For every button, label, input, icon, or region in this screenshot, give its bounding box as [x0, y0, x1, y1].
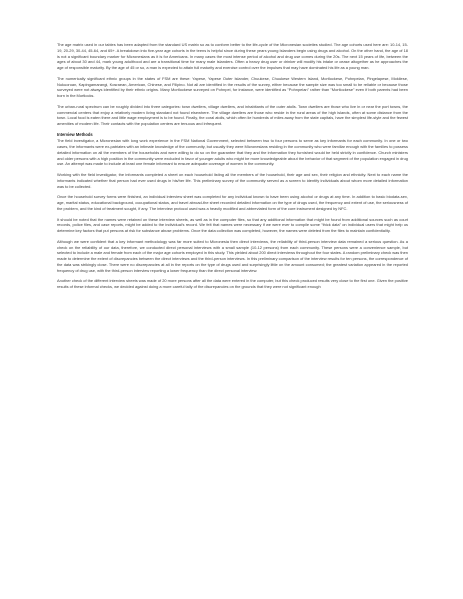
paragraph-names-retained: It should be noted that the names were retained on these interview sheets, as well as in the computer files, so that any additional information that might be found from additional sources such as court records, police files, and case reports, might be added to the individual's record. We felt that names were necessary if we were ever to compile some "thick data" on individual users that might help us determine key factors that put persons at risk for substance abuse problems. Once the data collection was completed, however, the names were deleted from the files to maintain confidentiality.: [57, 216, 408, 234]
paragraph-urban-rural: The urban-rural spectrum can be roughly divided into three categories: town dwellers, village dwellers, and inhabitants of the outer atolls. Town dwellers are those who live in or near the port towns, the commercial centers that enjoy a relatively modern living standard not found elsewhere. The village dwellers are those who reside in the rural areas of the high islands, often at some distance from the town. Local food is eaten there and little wage employment is to be found. Finally, the coral atolls, which often lie hundreds of miles away from the state capitals, have the simplest life-style and the fewest amenities of modern life. Their contacts with the population centers are tenuous and infrequent.: [57, 103, 408, 126]
paragraph-another-check: Another check of the different interview sheets was made of 20 more persons after all the data were entered in the computer, but this check produced results very close to the first one. Given the positive results of these informal checks, we decided against doing a more careful tally of the discrepancies on the grounds that they were not significant enough: [57, 278, 408, 290]
paragraph-ethnic-groups: The numerically significant ethnic groups in the states of FSM are these: Yapese, Yapese Outer Islander, Chuukese, Chuukese Western Island, Mortlockese, Pohnpeian, Pingelapese, Mokilese, Nukuoroan, Kapingamarangi, Kosraean, American, Chinese, and Filipino. Not all are identified in the results of the survey, either because the sample size was too small to be reliable or because those surveyed were not always identified by their ethnic origins. Many Mortlockese surveyed on Pohnpei, for instance, were identified as "Pohnpeian" rather than "Mortlockese" even if both parents had been born in the Mortlocks.: [57, 75, 408, 98]
document-page: [57, 42, 408, 295]
paragraph-household-sheet: Working with the field investigator, the informants completed a sheet on each household listing all the members of the household, their age and sex, their religion and ethnicity. Next to each name the informants indicated whether that person had ever used drugs in his/her life. This preliminary survey of the community served as a screen to identify individuals about whom more detailed information was to be collected.: [57, 172, 408, 189]
paragraph-field-investigator: The field investigator, a Micronesian with long work experience in the FSM National Government, selected between two to four persons to serve as key informants for each community. In one or two cases, the informants were ex-patriates with an intimate knowledge of the community, but usually they were Micronesians residing in the community who were familiar enough with the families to possess detailed information on all the members of the households and were willing to do so on the guarantee that they and the information they furnished would be held strictly in confidence. Church ministers and older persons with a high position in the community were excluded in favor of younger adults who might be more knowledgeable about the behavior of that segment of the population engaged in drug use. An attempt was made to include at least one female informant to ensure adequate coverage of women in the community.: [57, 138, 408, 167]
paragraph-reliability-check: Although we were confident that a key informant methodology was far more suited to Micronesia then direct interviews, the reliability of third-person interview data remained a serious question. As a check on the reliability of our data, therefore, we conducted direct personal interviews with a small sample (10-12 persons) from each community. These persons were a convenience sample, but selected to include a male and female from each of the major age cohorts employed in this study. This yielded about 200 direct interviews throughout the four states. A random preliminary check was then made to determine the extent of discrepancies between the direct interviews and the third-person interviews. In this preliminary comparison of the interview results for ten persons, the correspondence of the data was strikingly close. There were no discrepancies at all in the reports on the type of drugs used and surprisingly little on the amount consumed; the greatest variation appeared in the reported frequency of drug use, with the third-person interview reporting a lower frequency than the direct personal interview.: [57, 238, 408, 273]
paragraph-age-matrix: The age matrix used in our tables has been adapted from the standard US matrix so as to conform better to the life-cycle of the Micronesian societies studied. The age cohorts used here are: 10-14, 15-19, 20-29, 30-44, 45-64, and 65+. A breakdown into five-year age cohorts in the teens is helpful since during these years young Islanders begin using drugs and alcohol. On the other hand, the age of 18 is not a significant boundary marker for Micronesians as it is for Americans. In many cases the most intense period of alcohol and drug use comes during the 20s. The next 15 years of life, between the ages of about 30 and 44, mark young adulthood and are a transitional time for many male Islanders. Often a heavy drug user or drinker will modify his intake or cease altogether as he approaches the age of responsible maturity. By the age of 45 or so, a man is expected to attain full maturity and exercise control over the impulses that may have dominated his life as a young man.: [57, 42, 408, 70]
paragraph-individual-interview: Once the household survey forms were finished, an individual interview sheet was completed for any individual known to have been using alcohol or drugs at any time. In addition to basic biodata-sex, age, marital status, educational background, occupational status, and travel abroad-the sheet recorded detailed information on the type of drugs used, the frequency and extent of use, the seriousness of the problem, and the kind of treatment sought, if any. The interview protocol used was a heavily modified and abbreviated form of the core instrument designed by NFC.: [57, 194, 408, 211]
section-heading-interview-methods: Interview Methods: [57, 131, 93, 137]
